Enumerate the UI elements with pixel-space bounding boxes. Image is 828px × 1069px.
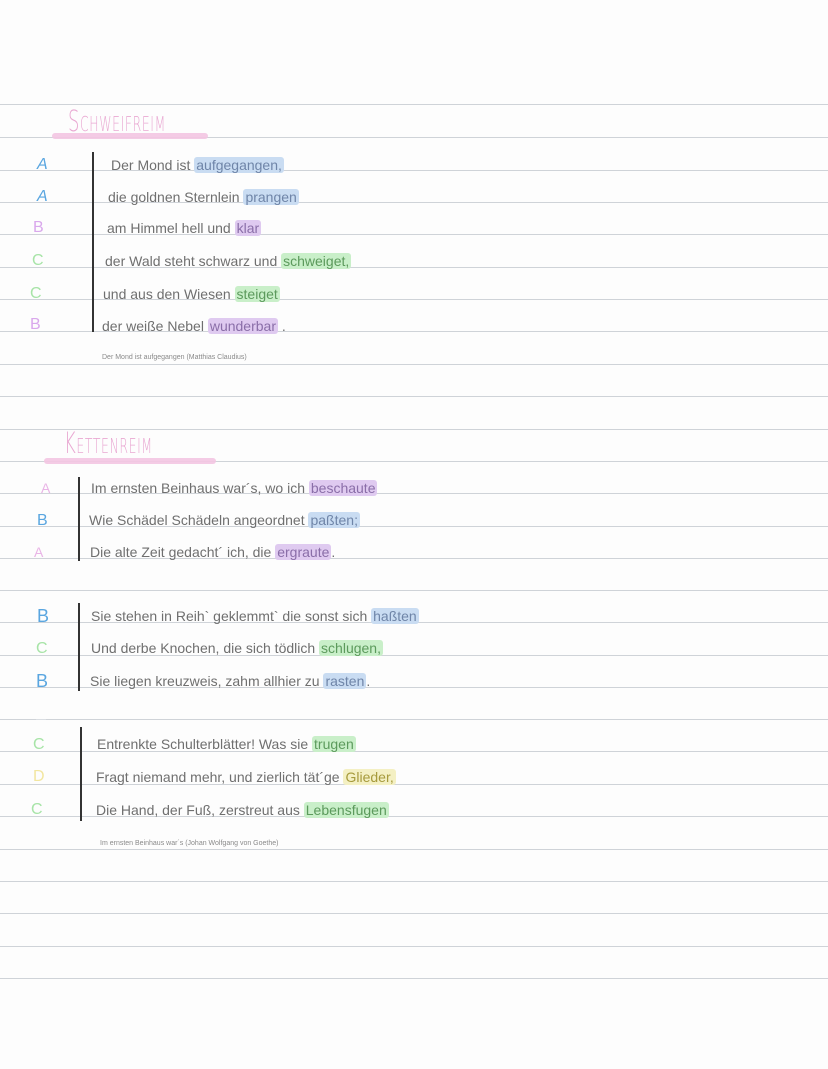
verse-line: Sie stehen in Reih` geklemmt` die sonst sich haßten	[91, 608, 417, 624]
verse-line: Der Mond ist aufgegangen,	[111, 157, 282, 173]
rhyme-letter: D	[33, 768, 45, 785]
verse-line: der weiße Nebel wunderbar .	[102, 318, 286, 334]
rhyme-letter: A	[34, 544, 44, 560]
verse-line: Entrenkte Schulterblätter! Was sie trugen	[97, 736, 354, 752]
source-citation: Im ernsten Beinhaus war´s (Johan Wolfgang von Goethe)	[100, 840, 279, 847]
heading-text: Kettenreim	[64, 426, 153, 460]
rule-line	[0, 881, 828, 882]
rule-line	[0, 396, 828, 397]
rhyme-letter: B	[37, 606, 50, 626]
verse-line: Die Hand, der Fuß, zerstreut aus Lebensfugen	[96, 802, 387, 818]
rule-line	[0, 978, 828, 979]
verse-line: die goldnen Sternlein prangen	[108, 189, 297, 205]
rhyme-letter: B	[30, 316, 41, 333]
rhyme-letter: B	[37, 512, 48, 529]
rule-line	[0, 946, 828, 947]
verse-line: Die alte Zeit gedacht´ ich, die ergraute .	[90, 544, 336, 560]
stanza-bar	[78, 603, 80, 691]
rule-line	[0, 364, 828, 365]
rule-line	[0, 719, 828, 720]
rhyme-letter: B	[33, 219, 44, 236]
rhyme-letter: C	[36, 640, 48, 657]
heading-text: Schweifreim	[68, 104, 166, 138]
verse-line: der Wald steht schwarz und schweiget,	[105, 253, 350, 269]
verse-line: am Himmel hell und klar	[107, 220, 260, 236]
rhyme-letter: C	[33, 736, 45, 753]
rule-stub	[36, 719, 46, 720]
rhyme-letter: A	[41, 480, 51, 496]
section-heading	[68, 104, 166, 138]
rhyme-letter: C	[32, 252, 44, 269]
rhyme-letter: A	[37, 188, 48, 205]
verse-line: Wie Schädel Schädeln angeordnet paßten;	[89, 512, 358, 528]
verse-line: Und derbe Knochen, die sich tödlich schlugen,	[91, 640, 381, 656]
stanza-bar	[80, 727, 82, 821]
rhyme-letter: A	[37, 156, 48, 173]
rule-line	[0, 913, 828, 914]
stanza-bar	[78, 477, 80, 561]
rhyme-letter: B	[36, 671, 49, 691]
rhyme-letter: C	[31, 801, 43, 818]
verse-line: und aus den Wiesen steiget	[103, 286, 278, 302]
rule-line	[0, 849, 828, 850]
stanza-bar	[92, 152, 94, 332]
section-heading	[64, 426, 153, 460]
verse-line: Sie liegen kreuzweis, zahm allhier zu rasten .	[90, 673, 371, 689]
rule-line	[0, 590, 828, 591]
rhyme-letter: C	[30, 285, 42, 302]
verse-line: Fragt niemand mehr, und zierlich tät´ge Glieder,	[96, 769, 394, 785]
verse-line: Im ernsten Beinhaus war´s, wo ich beschaute	[91, 480, 376, 496]
source-citation: Der Mond ist aufgegangen (Matthias Claudius)	[102, 354, 247, 361]
